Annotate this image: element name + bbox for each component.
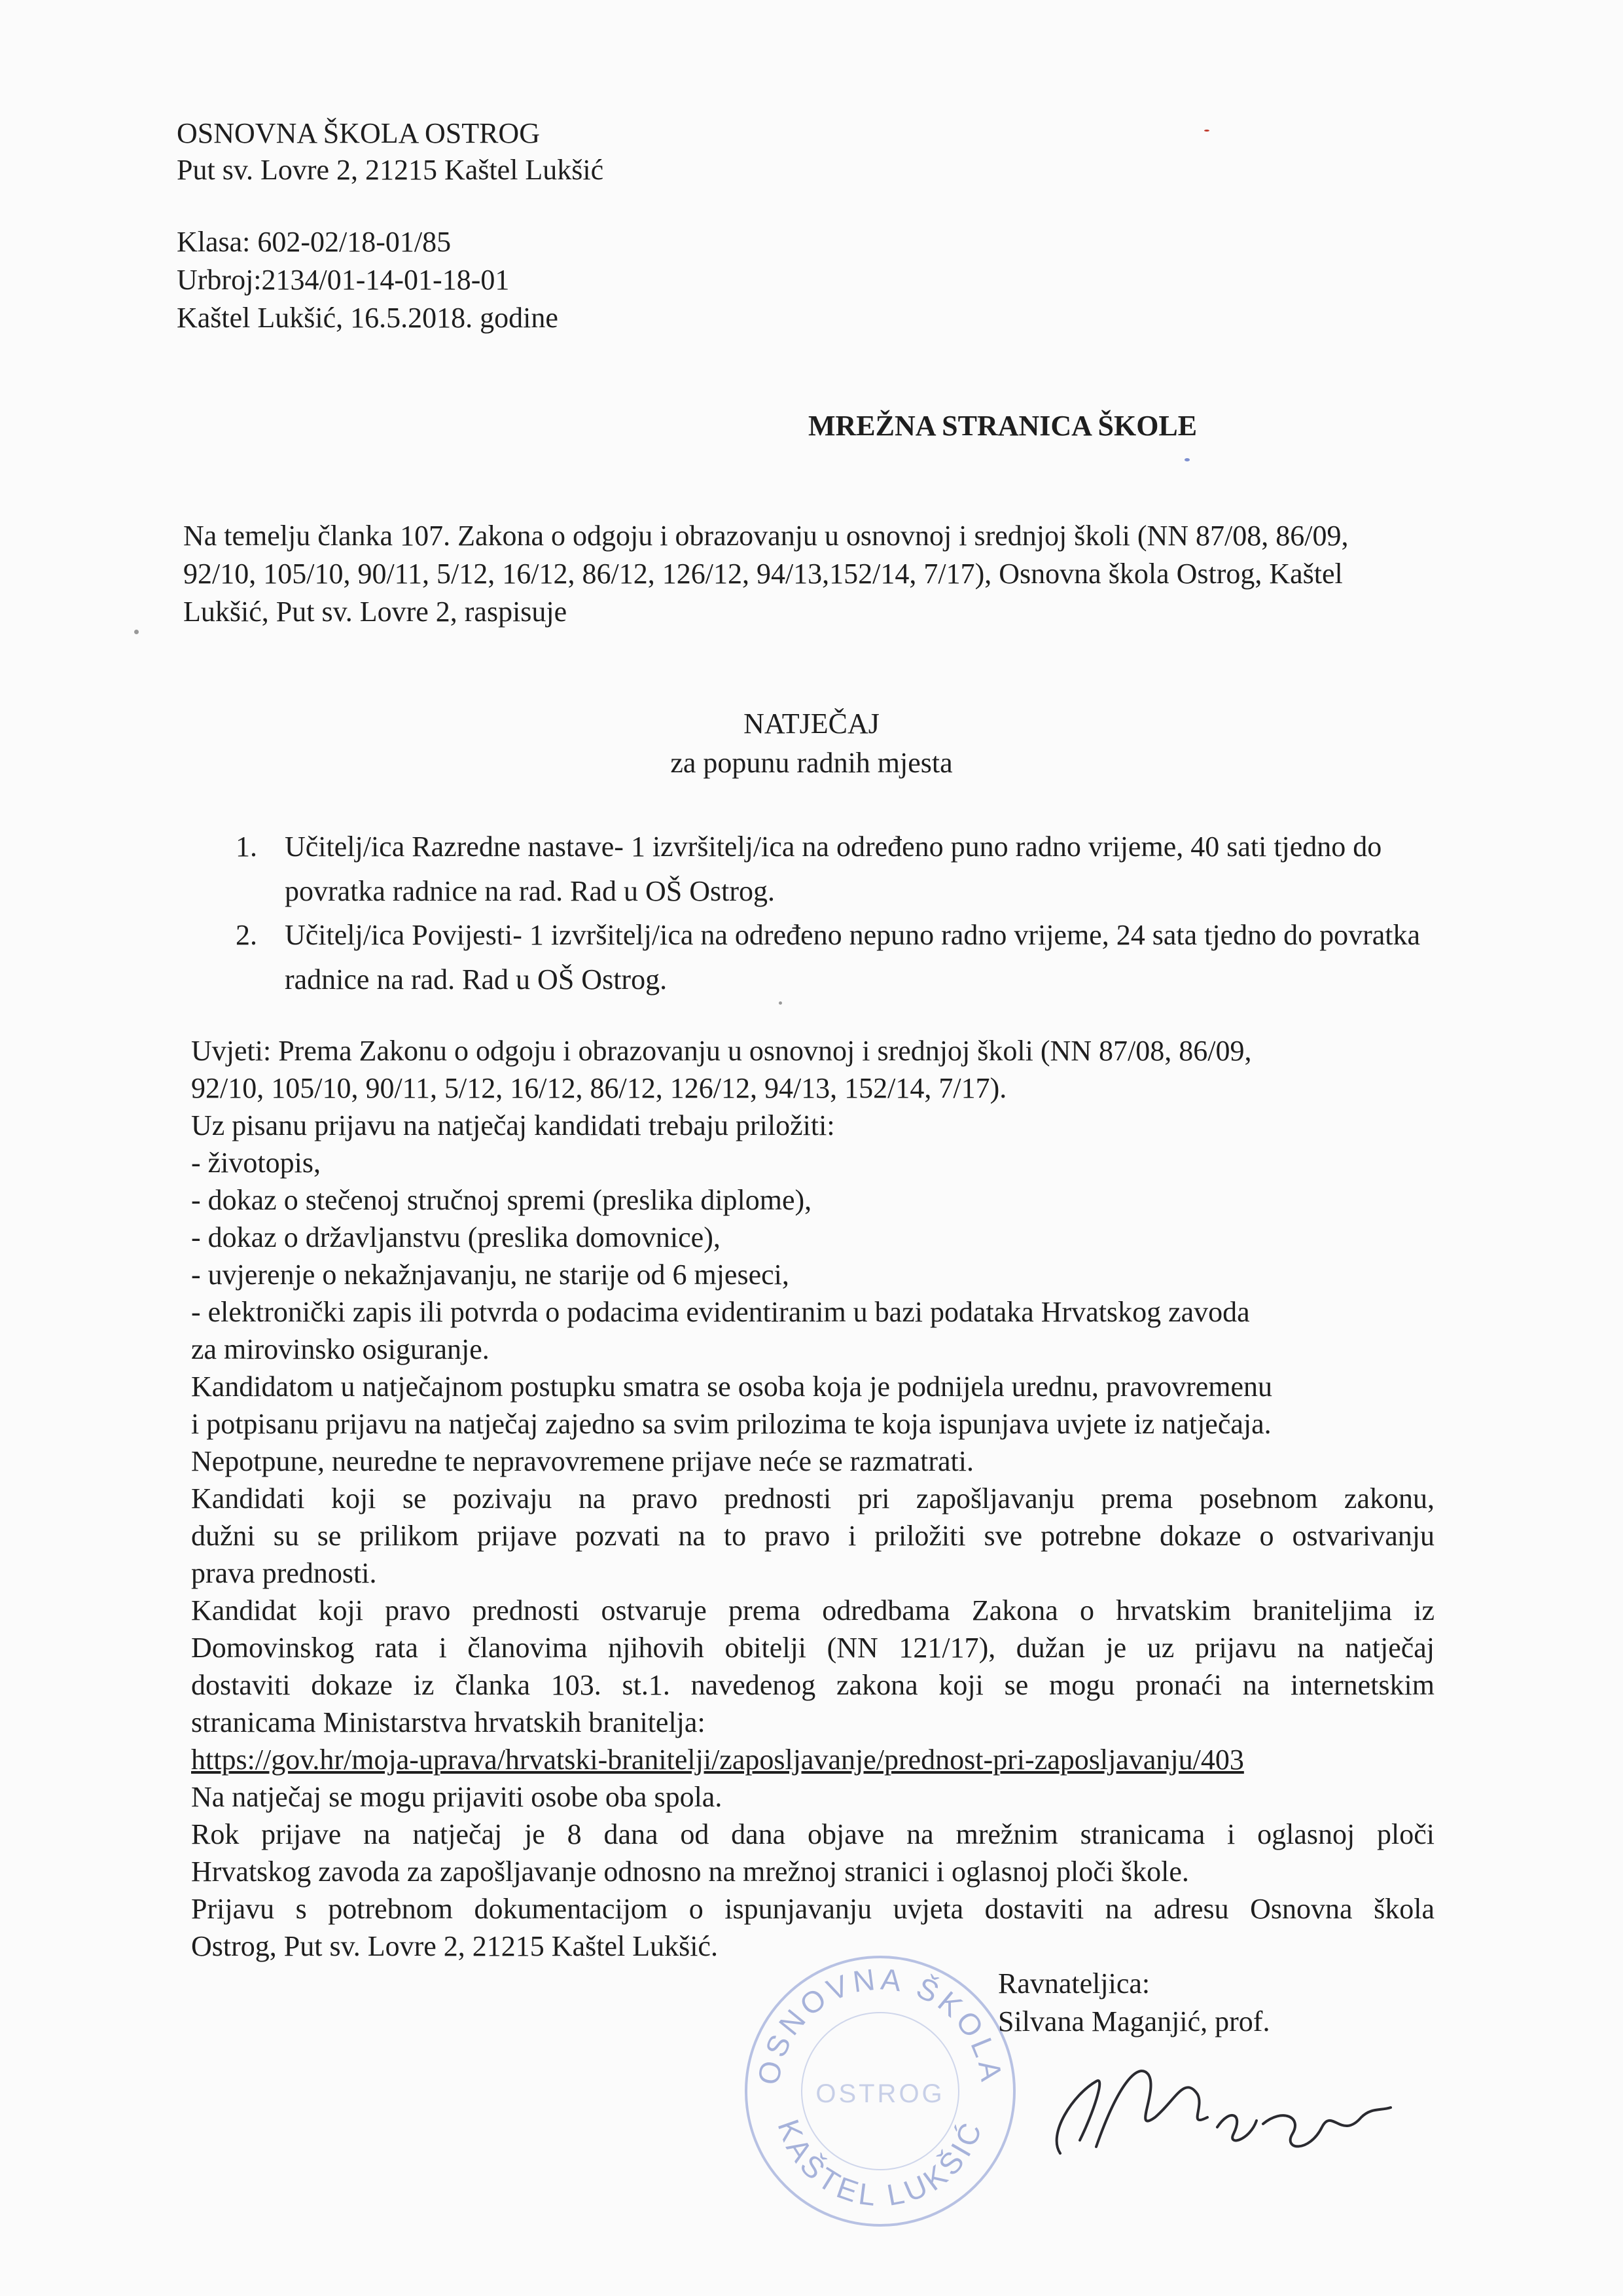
svg-text:KAŠTEL LUKŠIĆ <box>771 2115 989 2212</box>
branitelji-line: stranicama Ministarstva hrvatskih branitelja: <box>191 1706 705 1738</box>
kandidat-line: Kandidatom u natječajnom postupku smatra se osoba koja je podnijela urednu, pravovremenu <box>191 1371 1272 1403</box>
stamp-top-text: OSNOVNA ŠKOLA <box>751 1962 1010 2088</box>
prednost-line: dužni su se prilikom prijave pozvati na to pravo i priložiti sve potrebne dokaze o ostvarivanju <box>191 1520 1435 1552</box>
signature-name: Silvana Maganjić, prof. <box>998 2005 1270 2037</box>
final-line: Na natječaj se mogu prijaviti osobe oba spola. <box>191 1781 722 1813</box>
position-text: Učitelj/ica Povijesti- 1 izvršitelj/ica na određeno nepuno radno vrijeme, 24 sata tjedno do povratka radnice na rad. Rad u OŠ Ostrog. <box>285 919 1421 996</box>
conditions-line: 92/10, 105/10, 90/11, 5/12, 16/12, 86/12, 126/12, 94/13, 152/14, 7/17). <box>191 1072 1007 1104</box>
scan-speck <box>134 630 139 634</box>
required-doc-item: - životopis, <box>191 1147 321 1179</box>
position-text: Učitelj/ica Razredne nastave- 1 izvršitelj/ica na određeno puno radno vrijeme, 40 sati tjedno do povratka radnice na rad. Rad u OŠ Ostrog. <box>285 831 1382 907</box>
prednost-line: Kandidati koji se pozivaju na pravo prednosti pri zapošljavanju prema posebnom zakonu, <box>191 1482 1435 1515</box>
intro-paragraph: Na temelju članka 107. Zakona o odgoju i obrazovanju u osnovnoj i srednjoj školi (NN 87/08, 86/09, 92/10, 105/10, 90/11, 5/12, 16/12, 86/12, 126/12, 94/13,152/14, 7/17), Osnovna škola Ostrog, Kaštel Lukšić, Put sv. Lovre 2, raspisuje <box>183 520 1349 628</box>
scan-speck <box>1204 130 1209 132</box>
scan-speck <box>779 1001 782 1005</box>
branitelji-line: Domovinskog rata i članovima njihovih obitelji (NN 121/17), dužan je uz prijavu na natječaj <box>191 1632 1435 1664</box>
natjecaj-subheading: za popunu radnih mjesta <box>670 747 953 779</box>
handwritten-signature <box>1034 2055 1400 2166</box>
final-line: Rok prijave na natječaj je 8 dana od dana objave na mrežnim stranicama i oglasnoj ploči <box>191 1818 1435 1850</box>
stamp-bottom-text: KAŠTEL LUKŠIĆ <box>771 2115 990 2213</box>
kandidat-line: Nepotpune, neuredne te nepravovremene prijave neće se razmatrati. <box>191 1445 974 1477</box>
prednost-line: prava prednosti. <box>191 1557 377 1589</box>
position-number: 1. <box>236 831 257 863</box>
required-doc-item: - dokaz o stečenoj stručnoj spremi (preslika diplome), <box>191 1184 812 1216</box>
school-name: OSNOVNA ŠKOLA OSTROG <box>177 117 540 149</box>
final-line: Hrvatskog zavoda za zapošljavanje odnosno na mrežnoj stranici i oglasnoj ploči škole. <box>191 1856 1189 1888</box>
place-date: Kaštel Lukšić, 16.5.2018. godine <box>177 302 558 334</box>
svg-text:OSNOVNA ŠKOLA <box>751 1962 1009 2087</box>
required-doc-item: - elektronički zapis ili potvrda o podacima evidentiranim u bazi podataka Hrvatskog zavoda <box>191 1296 1250 1328</box>
position-number: 2. <box>236 919 257 951</box>
required-doc-item: za mirovinsko osiguranje. <box>191 1333 490 1365</box>
branitelji-line: Kandidat koji pravo prednosti ostvaruje prema odredbama Zakona o hrvatskim braniteljima iz <box>191 1594 1435 1626</box>
ministry-link[interactable]: https://gov.hr/moja-uprava/hrvatski-branitelji/zaposljavanje/prednost-pri-zaposljavanju/403 <box>191 1744 1244 1776</box>
final-line: Prijavu s potrebnom dokumentacijom o ispunjavanju uvjeta dostaviti na adresu Osnovna škola <box>191 1893 1435 1925</box>
signature-role: Ravnateljica: <box>998 1967 1150 2000</box>
scan-speck <box>1185 458 1190 461</box>
stamp-middle-text: OSTROG <box>815 2079 945 2108</box>
required-doc-item: - uvjerenje o nekažnjavanju, ne starije od 6 mjeseci, <box>191 1259 789 1291</box>
branitelji-line: dostaviti dokaze iz članka 103. st.1. navedenog zakona koji se mogu pronaći na internetskim <box>191 1669 1435 1701</box>
kandidat-line: i potpisanu prijavu na natječaj zajedno sa svim prilozima te koja ispunjava uvjete iz natječaja. <box>191 1408 1272 1440</box>
school-address: Put sv. Lovre 2, 21215 Kaštel Lukšić <box>177 154 604 186</box>
conditions-line: Uz pisanu prijavu na natječaj kandidati trebaju priložiti: <box>191 1109 835 1141</box>
natjecaj-heading: NATJEČAJ <box>743 708 880 740</box>
required-doc-item: - dokaz o državljanstvu (preslika domovnice), <box>191 1221 721 1253</box>
klasa: Klasa: 602-02/18-01/85 <box>177 226 452 258</box>
final-line: Ostrog, Put sv. Lovre 2, 21215 Kaštel Lukšić. <box>191 1930 718 1962</box>
urbroj: Urbroj:2134/01-14-01-18-01 <box>177 264 510 296</box>
conditions-line: Uvjeti: Prema Zakonu o odgoju i obrazovanju u osnovnoj i srednjoj školi (NN 87/08, 86/09, <box>191 1035 1252 1067</box>
document-title: MREŽNA STRANICA ŠKOLE <box>808 410 1198 442</box>
school-stamp <box>740 1950 1021 2232</box>
